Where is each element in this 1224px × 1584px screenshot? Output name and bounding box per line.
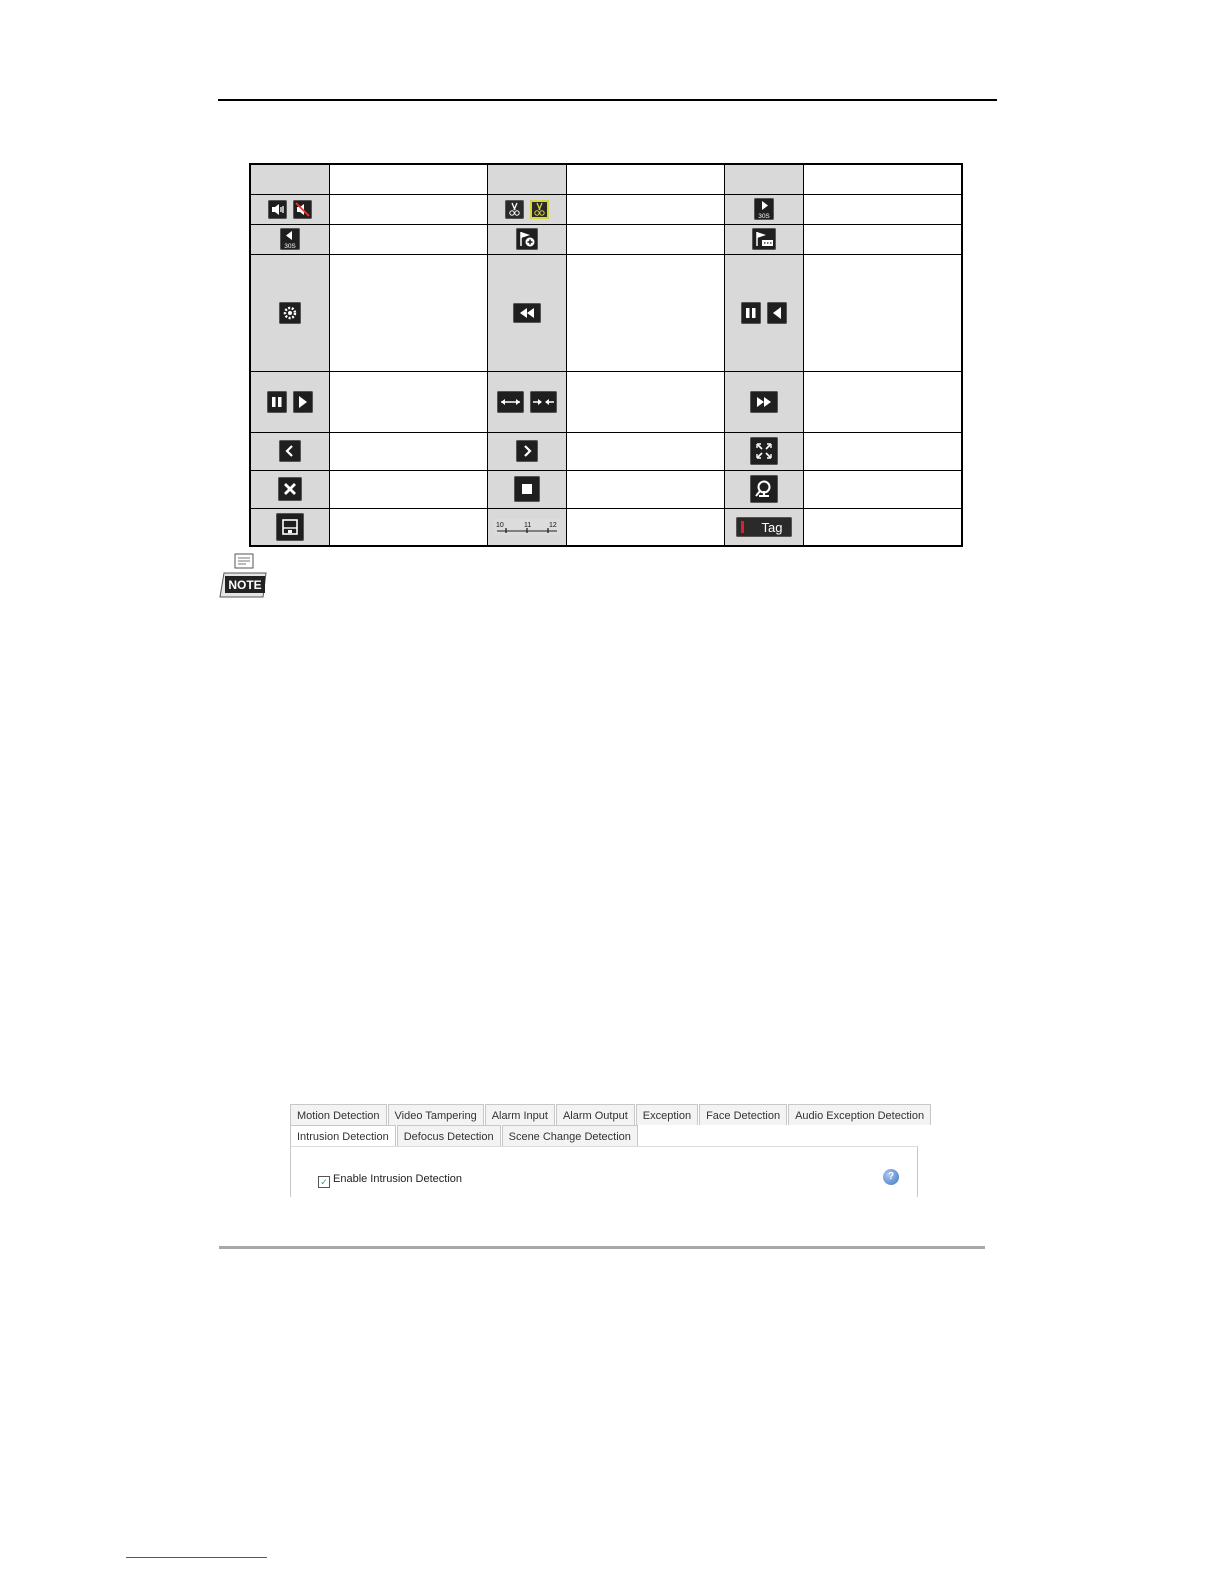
- enable-intrusion-label: Enable Intrusion Detection: [333, 1173, 463, 1185]
- timeline-label-12: 12: [549, 521, 557, 529]
- tab-face-detection[interactable]: Face Detection: [699, 1104, 787, 1125]
- clip-start-icon[interactable]: [505, 200, 524, 219]
- audio-on-icon[interactable]: [268, 200, 287, 219]
- description-cell: [330, 254, 488, 371]
- table-header-cell: [330, 164, 488, 194]
- icon-cell: [488, 432, 567, 470]
- tab-defocus-detection[interactable]: Defocus Detection: [397, 1125, 501, 1146]
- table-row: [250, 194, 962, 224]
- tab-row-2: [290, 1125, 639, 1146]
- icon-cell: [725, 254, 804, 371]
- description-cell: [330, 470, 488, 508]
- icon-cell: [488, 470, 567, 508]
- note-label: NOTE: [228, 578, 262, 592]
- pause-icon[interactable]: [267, 391, 287, 413]
- icon-cell: [725, 508, 804, 546]
- note-icon: [219, 553, 269, 598]
- table-header-cell: [804, 164, 963, 194]
- add-custom-tag-icon[interactable]: [752, 228, 776, 250]
- next-day-icon[interactable]: [516, 440, 538, 462]
- tab-intrusion-detection[interactable]: Intrusion Detection: [290, 1125, 396, 1146]
- description-cell: [804, 224, 963, 254]
- description-cell: [330, 432, 488, 470]
- stop-icon[interactable]: [514, 476, 540, 502]
- tab-scene-change-detection[interactable]: Scene Change Detection: [502, 1125, 638, 1146]
- icon-cell: [250, 254, 330, 371]
- description-cell: [330, 224, 488, 254]
- reverse-play-icon[interactable]: [767, 302, 787, 324]
- icon-cell: [488, 508, 567, 546]
- fullscreen-icon[interactable]: [750, 437, 778, 465]
- description-cell: [804, 254, 963, 371]
- tab-alarm-input[interactable]: Alarm Input: [485, 1104, 555, 1125]
- icon-cell: [488, 254, 567, 371]
- tab-audio-exception-detection[interactable]: Audio Exception Detection: [788, 1104, 931, 1125]
- description-cell: [567, 254, 725, 371]
- description-cell: [567, 508, 725, 546]
- table-header-cell: [725, 164, 804, 194]
- rewind-icon[interactable]: [513, 303, 541, 323]
- add-default-tag-icon[interactable]: [516, 228, 538, 250]
- icon-cell: [488, 224, 567, 254]
- footer-rule: [219, 1246, 985, 1249]
- icon-cell: [250, 224, 330, 254]
- timeline-label-11: 11: [524, 521, 532, 529]
- description-cell: [567, 432, 725, 470]
- description-cell: [567, 224, 725, 254]
- tab-motion-detection[interactable]: Motion Detection: [290, 1104, 387, 1125]
- footer-link-underline: [126, 1557, 267, 1558]
- tab-video-tampering[interactable]: Video Tampering: [388, 1104, 484, 1125]
- description-cell: [804, 470, 963, 508]
- fast-forward-icon[interactable]: [750, 391, 778, 413]
- table-header-cell: [567, 164, 725, 194]
- table-row: [250, 470, 962, 508]
- description-cell: [567, 194, 725, 224]
- table-row: [250, 371, 962, 432]
- header-rule: [218, 99, 997, 101]
- tag-icon[interactable]: [736, 517, 792, 537]
- previous-day-icon[interactable]: [279, 440, 301, 462]
- icon-cell: [725, 470, 804, 508]
- enable-intrusion-checkbox[interactable]: ✓: [318, 1176, 330, 1188]
- zoom-in-timeline-icon[interactable]: [530, 391, 557, 413]
- playback-button-table: [249, 163, 963, 547]
- icon-cell: [725, 432, 804, 470]
- reverse-30s-icon[interactable]: [280, 228, 300, 250]
- icon-cell: [725, 194, 804, 224]
- description-cell: [330, 194, 488, 224]
- digital-zoom-icon[interactable]: [750, 475, 778, 503]
- help-icon[interactable]: ?: [883, 1169, 899, 1185]
- icon-cell: [250, 371, 330, 432]
- description-cell: [804, 371, 963, 432]
- table-row: [250, 508, 962, 546]
- icon-cell: [250, 470, 330, 508]
- event-config-panel: [290, 1104, 925, 1197]
- zoom-out-timeline-icon[interactable]: [497, 391, 524, 413]
- timeline-icon[interactable]: [494, 519, 560, 535]
- table-header-row: [250, 164, 962, 194]
- icon-cell: [250, 194, 330, 224]
- play-icon[interactable]: [293, 391, 313, 413]
- exit-icon[interactable]: [278, 477, 302, 501]
- tab-content: [290, 1146, 918, 1197]
- clip-end-icon[interactable]: [530, 200, 549, 219]
- icon-cell: [488, 194, 567, 224]
- pause-icon[interactable]: [741, 302, 761, 324]
- table-row: [250, 254, 962, 371]
- description-cell: [804, 194, 963, 224]
- description-cell: [567, 371, 725, 432]
- audio-off-icon[interactable]: [293, 200, 312, 219]
- reverse-30s-label: 30S: [284, 243, 296, 250]
- description-cell: [567, 470, 725, 508]
- description-cell: [804, 508, 963, 546]
- tag-label: Tag: [761, 519, 783, 535]
- icon-cell: [488, 371, 567, 432]
- description-cell: [330, 371, 488, 432]
- tab-exception[interactable]: Exception: [636, 1104, 698, 1125]
- icon-cell: [725, 371, 804, 432]
- forward-30s-label: 30S: [758, 213, 770, 220]
- table-row: [250, 224, 962, 254]
- tab-alarm-output[interactable]: Alarm Output: [556, 1104, 635, 1125]
- description-cell: [330, 508, 488, 546]
- table-row: [250, 432, 962, 470]
- settings-icon[interactable]: [279, 302, 301, 324]
- icon-cell: [250, 508, 330, 546]
- icon-cell: [250, 432, 330, 470]
- description-cell: [804, 432, 963, 470]
- tab-row-1: [290, 1104, 932, 1125]
- table-header-cell: [250, 164, 330, 194]
- icon-cell: [725, 224, 804, 254]
- forward-30s-icon[interactable]: [754, 198, 774, 220]
- save-clips-icon[interactable]: [276, 513, 304, 541]
- timeline-label-10: 10: [496, 521, 504, 529]
- table-header-cell: [488, 164, 567, 194]
